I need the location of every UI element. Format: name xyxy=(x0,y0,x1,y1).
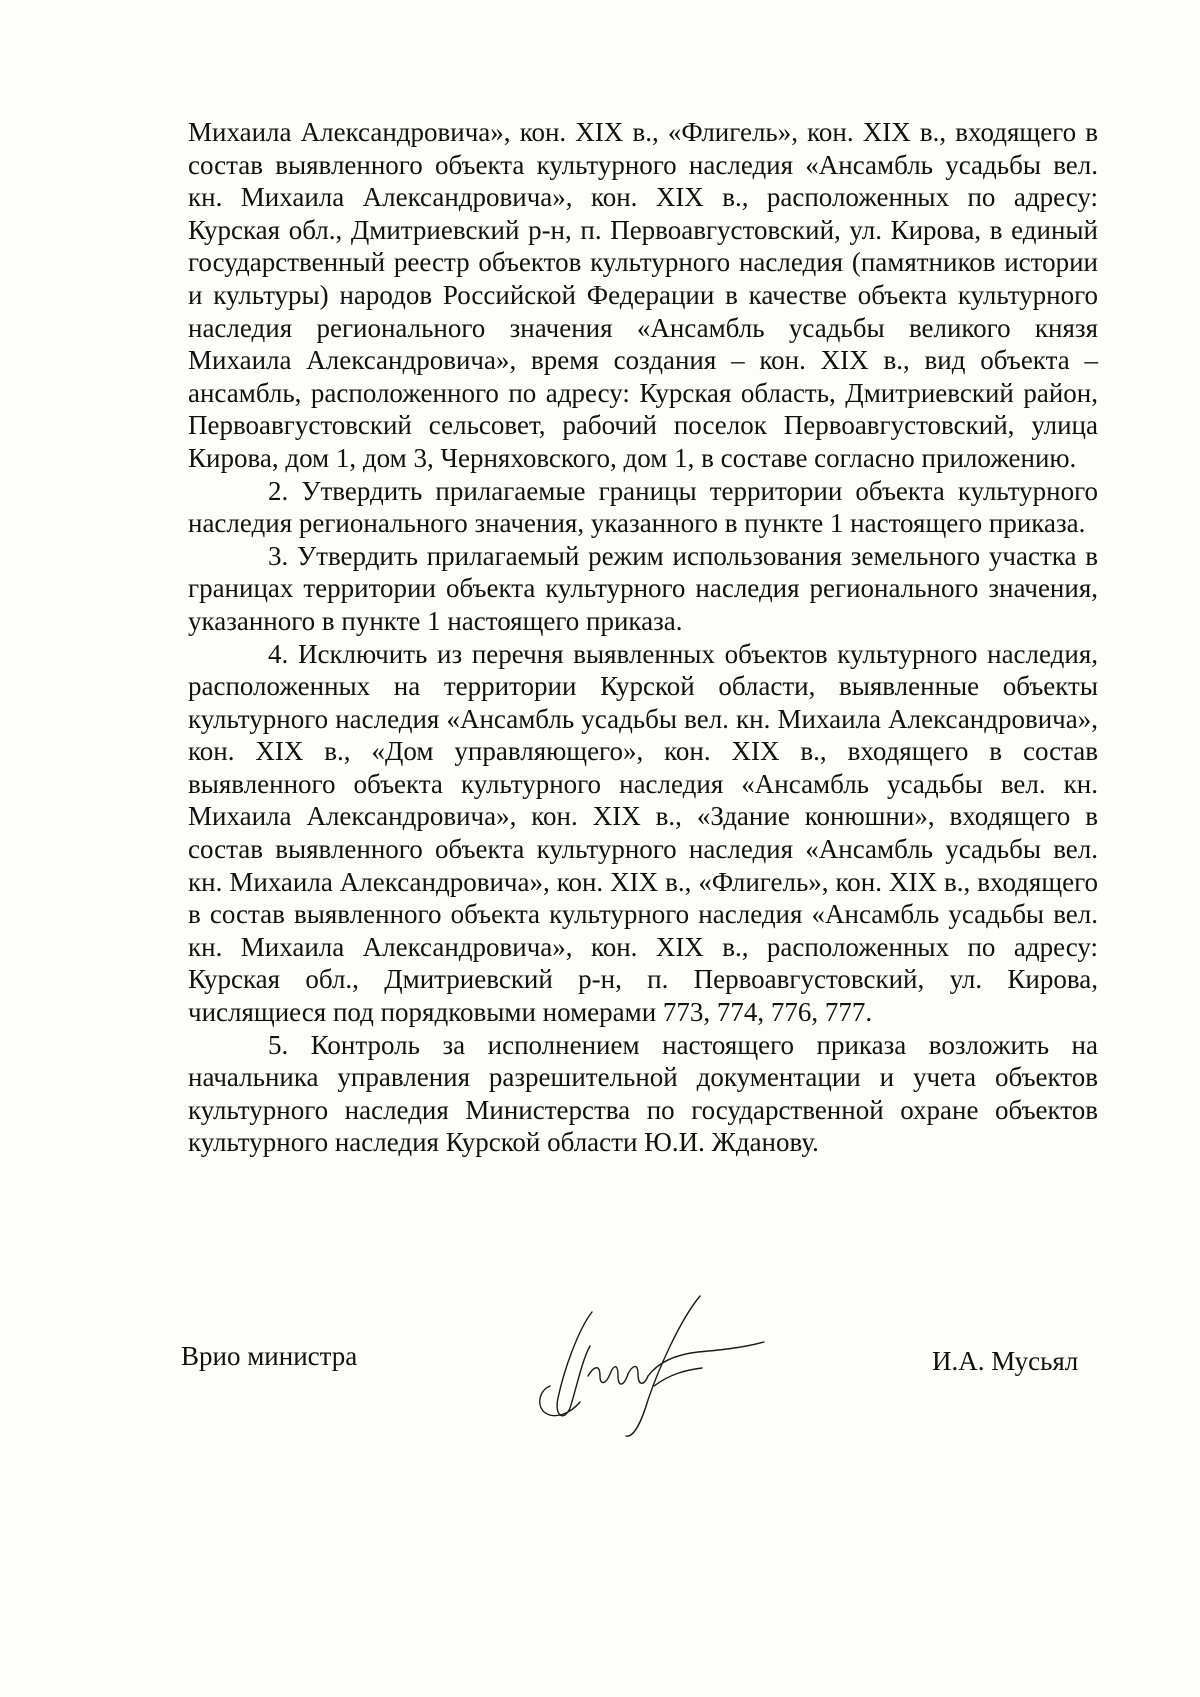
paragraph-4: 4. Исключить из перечня выявленных объектов культурного наследия, расположенных на территории Курской области, выявленные объекты культурного наследия «Ансамбль усадьбы вел. кн. Михаила Александровича», кон. XIX в., «Дом управляющего», кон. XIX в., входящего в состав выявленного объекта культурного наследия «Ансамбль усадьбы вел. кн. Михаила Александровича», кон. XIX в., «Здание конюшни», входящего в состав выявленного объекта культурного наследия «Ансамбль усадьбы вел. кн. Михаила Александровича», кон. XIX в., «Флигель», кон. XIX в., входящего в состав выявленного объекта культурного наследия «Ансамбль усадьбы вел. кн. Михаила Александровича», кон. XIX в., расположенных по адресу: Курская обл., Дмитриевский р-н, п. Первоавгустовский, ул. Кирова, числящиеся под порядковыми номерами 773, 774, 776, 777. xyxy=(188,638,1098,1028)
paragraph-5: 5. Контроль за исполнением настоящего приказа возложить на начальника управления разрешительной документации и учета объектов культурного наследия Министерства по государственной охране объектов культурного наследия Курской области Ю.И. Жданову. xyxy=(188,1029,1098,1158)
paragraph-3: 3. Утвердить прилагаемый режим использования земельного участка в границах территории объекта культурного наследия регионального значения, указанного в пункте 1 настоящего приказа. xyxy=(188,540,1098,636)
handwritten-signature xyxy=(530,1290,790,1440)
paragraph-2: 2. Утвердить прилагаемые границы территории объекта культурного наследия регионального значения, указанного в пункте 1 настоящего приказа. xyxy=(188,475,1098,539)
signatory-name: И.А. Мусьял xyxy=(932,1346,1079,1376)
paragraph-1-continuation: Михаила Александровича», кон. XIX в., «Флигель», кон. XIX в., входящего в состав выявленного объекта культурного наследия «Ансамбль усадьбы вел. кн. Михаила Александровича», кон. XIX в., расположенных по адресу: Курская обл., Дмитриевский р-н, п. Первоавгустовский, ул. Кирова, в единый государственный реестр объектов культурного наследия (памятников истории и культуры) народов Российской Федерации в качестве объекта культурного наследия регионального значения «Ансамбль усадьбы великого князя Михаила Александровича», время создания – кон. XIX в., вид объекта – ансамбль, расположенного по адресу: Курская область, Дмитриевский район, Первоавгустовский сельсовет, рабочий поселок Первоавгустовский, улица Кирова, дом 1, дом 3, Черняховского, дом 1, в составе согласно приложению. xyxy=(188,117,1098,473)
document-body xyxy=(188,116,1098,1159)
signatory-position: Врио министра xyxy=(181,1341,358,1371)
